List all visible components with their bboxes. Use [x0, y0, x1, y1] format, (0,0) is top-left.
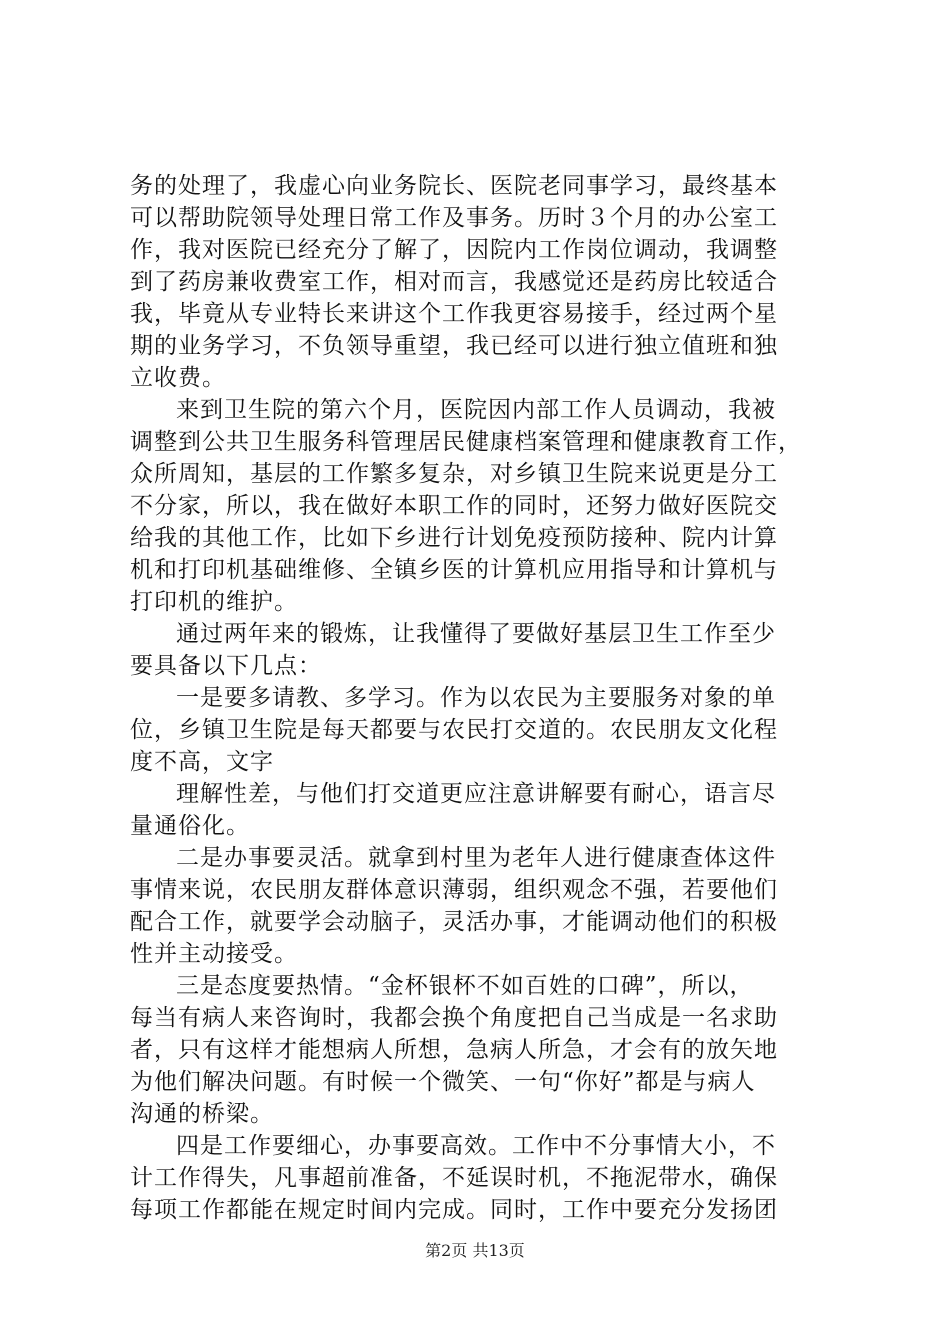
text-line: 不分家，所以，我在做好本职工作的同时，还努力做好医院交: [130, 493, 778, 519]
text-line: 作，我对医院已经充分了解了，因院内工作岗位调动，我调整: [130, 237, 778, 263]
paragraph-start-line: 理解性差，与他们打交道更应注意讲解要有耐心，语言尽: [176, 781, 776, 807]
text-line: 量通俗化。: [130, 813, 250, 839]
text-line: 机和打印机基础维修、全镇乡医的计算机应用指导和计算机与: [130, 557, 778, 583]
text-line: 可以帮助院领导处理日常工作及事务。历时３个月的办公室工: [130, 205, 778, 231]
paragraph-start-line: 来到卫生院的第六个月，医院因内部工作人员调动，我被: [176, 397, 776, 423]
text-line: 性并主动接受。: [130, 941, 298, 967]
text-line: 事情来说，农民朋友群体意识薄弱，组织观念不强，若要他们: [130, 877, 778, 903]
text-line: 要具备以下几点：: [130, 653, 322, 679]
page-number-footer: 第2页 共13页: [425, 1241, 525, 1260]
text-line: 配合工作，就要学会动脑子，灵活办事，才能调动他们的积极: [130, 909, 778, 935]
text-line: 给我的其他工作，比如下乡进行计划免疫预防接种、院内计算: [130, 525, 778, 551]
text-line: 我，毕竟从专业特长来讲这个工作我更容易接手，经过两个星: [130, 301, 778, 327]
text-line: 位，乡镇卫生院是每天都要与农民打交道的。农民朋友文化程: [130, 717, 778, 743]
text-line: 者，只有这样才能想病人所想，急病人所急，才会有的放矢地: [130, 1037, 778, 1063]
text-line: 立收费。: [130, 365, 226, 391]
text-line: 为他们解决问题。有时候一个微笑、一句“你好”都是与病人: [130, 1069, 756, 1095]
text-line: 度不高，文字: [130, 749, 274, 775]
text-line: 每项工作都能在规定时间内完成。同时，工作中要充分发扬团: [130, 1197, 778, 1223]
text-line: 调整到公共卫生服务科管理居民健康档案管理和健康教育工作，: [130, 429, 802, 455]
paragraph-start-line: 三是态度要热情。“金杯银杯不如百姓的口碑”，所以，: [176, 973, 754, 999]
text-line: 打印机的维护。: [130, 589, 298, 615]
text-line: 众所周知，基层的工作繁多复杂，对乡镇卫生院来说更是分工: [130, 461, 778, 487]
text-line: 期的业务学习，不负领导重望，我已经可以进行独立值班和独: [130, 333, 778, 359]
body-text: [130, 170, 830, 1226]
text-line: 到了药房兼收费室工作，相对而言，我感觉还是药房比较适合: [130, 269, 778, 295]
paragraph-start-line: 通过两年来的锻炼，让我懂得了要做好基层卫生工作至少: [176, 621, 776, 647]
paragraph-start-line: 二是办事要灵活。就拿到村里为老年人进行健康查体这件: [176, 845, 776, 871]
text-line: 沟通的桥梁。: [130, 1101, 274, 1127]
text-line: 务的处理了，我虚心向业务院长、医院老同事学习，最终基本: [130, 173, 778, 199]
text-line: 每当有病人来咨询时，我都会换个角度把自己当成是一名求助: [130, 1005, 778, 1031]
text-line: 计工作得失，凡事超前准备，不延误时机，不拖泥带水，确保: [130, 1165, 778, 1191]
paragraph-start-line: 一是要多请教、多学习。作为以农民为主要服务对象的单: [176, 685, 776, 711]
paragraph-start-line: 四是工作要细心，办事要高效。工作中不分事情大小，不: [176, 1133, 776, 1159]
